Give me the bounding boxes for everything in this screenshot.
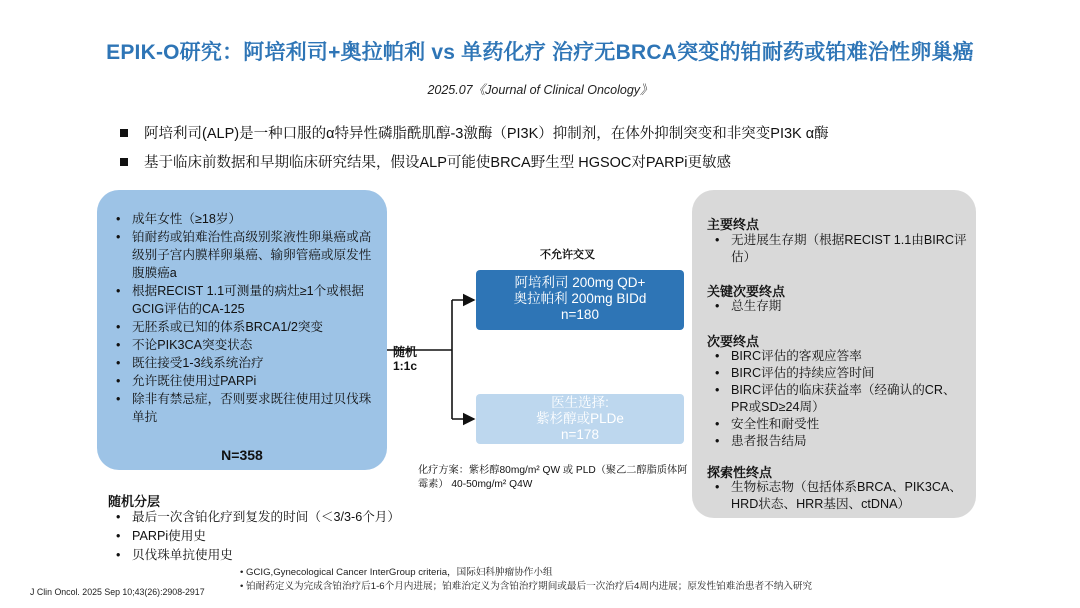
arm-line: 阿培利司 200mg QD+ — [514, 275, 646, 290]
randomization-ratio: 1:1c — [393, 359, 418, 373]
secondary-heading: 次要终点 — [707, 334, 760, 349]
arm-line: 奥拉帕利 200mg BIDd — [513, 291, 647, 306]
total-n: N=358 — [221, 447, 263, 463]
chemo-regimen-note: 化疗方案：紫杉醇80mg/m² QW 或 PLD（聚乙二醇脂质体阿霉素） 40-50mg/m² Q4W — [418, 465, 688, 490]
arm-line: 紫杉醇或PLDe — [536, 411, 624, 426]
footnotes — [240, 566, 1060, 594]
arm-physician-choice — [476, 394, 684, 444]
stratification-heading: 随机分层 — [108, 494, 161, 509]
page-title: EPIK-O研究：阿培利司+奥拉帕利 vs 单药化疗 治疗无BRCA突变的铂耐药或铂难治性卵巢癌 — [106, 41, 974, 64]
randomization-text: 随机 — [393, 345, 418, 359]
arm-n: n=178 — [561, 427, 599, 442]
intro-text: 基于临床前数据和早期临床研究结果，假设ALP可能使BRCA野生型 HGSOC对PARPi更敏感 — [144, 155, 732, 171]
footnote-item: • 铂耐药定义为完成含铂治疗后1-6个月内进展；铂难治定义为含铂治疗期间或最后一次治疗后4周内进展；原发性铂难治患者不纳入研究 — [240, 580, 1060, 594]
arm-n: n=180 — [561, 307, 599, 322]
stratification-item: • 最后一次含铂化疗到复发的时间（＜3/3-6个月） — [108, 508, 428, 527]
stratification-item: • PARPi使用史 — [108, 527, 428, 546]
eligibility-item: • 除非有禁忌症，否则要求既往使用过贝伐珠单抗 — [108, 390, 380, 426]
footnote-item: • GCIG,Gynecological Cancer InterGroup criteria，国际妇科肿瘤协作小组 — [240, 566, 1060, 580]
endpoint-item: • 安全性和耐受性 — [707, 416, 967, 433]
stratification-item: • 贝伐珠单抗使用史 — [108, 546, 428, 565]
no-crossover-label: 不允许交叉 — [540, 249, 595, 261]
eligibility-item: • 成年女性（≥18岁） — [108, 210, 380, 228]
primary-endpoint-list — [707, 232, 967, 266]
exploratory-list — [707, 479, 967, 513]
journal-subtitle: 2025.07《Journal of Clinical Oncology》 — [427, 83, 653, 97]
eligibility-item: • 根据RECIST 1.1可测量的病灶≥1个或根据GCIG评估的CA-125 — [108, 282, 380, 318]
endpoint-item: • BIRC评估的持续应答时间 — [707, 365, 967, 382]
key-secondary-heading: 关键次要终点 — [707, 284, 786, 299]
endpoint-item: • 总生存期 — [707, 298, 967, 315]
secondary-list — [707, 348, 967, 450]
citation: J Clin Oncol. 2025 Sep 10;43(26):2908-2917 — [30, 587, 205, 597]
endpoint-item: • 生物标志物（包括体系BRCA、PIK3CA、HRD状态、HRR基因、ctDNA） — [707, 479, 967, 513]
eligibility-item: • 不论PIK3CA突变状态 — [108, 336, 380, 354]
intro-text: 阿培利司(ALP)是一种口服的α特异性磷脂酰肌醇-3激酶（PI3K）抑制剂，在体外抑制突变和非突变PI3K α酶 — [144, 126, 829, 142]
endpoint-item: • 无进展生存期（根据RECIST 1.1由BIRC评估） — [707, 232, 967, 266]
endpoint-item: • BIRC评估的客观应答率 — [707, 348, 967, 365]
eligibility-item: • 铂耐药或铂难治性高级别浆液性卵巢癌或高级别子宫内膜样卵巢癌、输卵管癌或原发性腹膜癌a — [108, 228, 380, 282]
eligibility-item: • 既往接受1-3线系统治疗 — [108, 354, 380, 372]
primary-endpoint-heading: 主要终点 — [707, 217, 760, 232]
eligibility-item: • 允许既往使用过PARPi — [108, 372, 380, 390]
key-secondary-list — [707, 298, 967, 315]
arm-alpelisib-olaparib — [476, 270, 684, 330]
eligibility-item: • 无胚系或已知的体系BRCA1/2突变 — [108, 318, 380, 336]
exploratory-heading: 探索性终点 — [707, 465, 773, 480]
arm-line: 医生选择: — [551, 395, 609, 410]
randomization-label — [393, 345, 417, 373]
endpoint-item: • 患者报告结局 — [707, 433, 967, 450]
endpoint-item: • BIRC评估的临床获益率（经确认的CR、PR或SD≥24周） — [707, 382, 967, 416]
